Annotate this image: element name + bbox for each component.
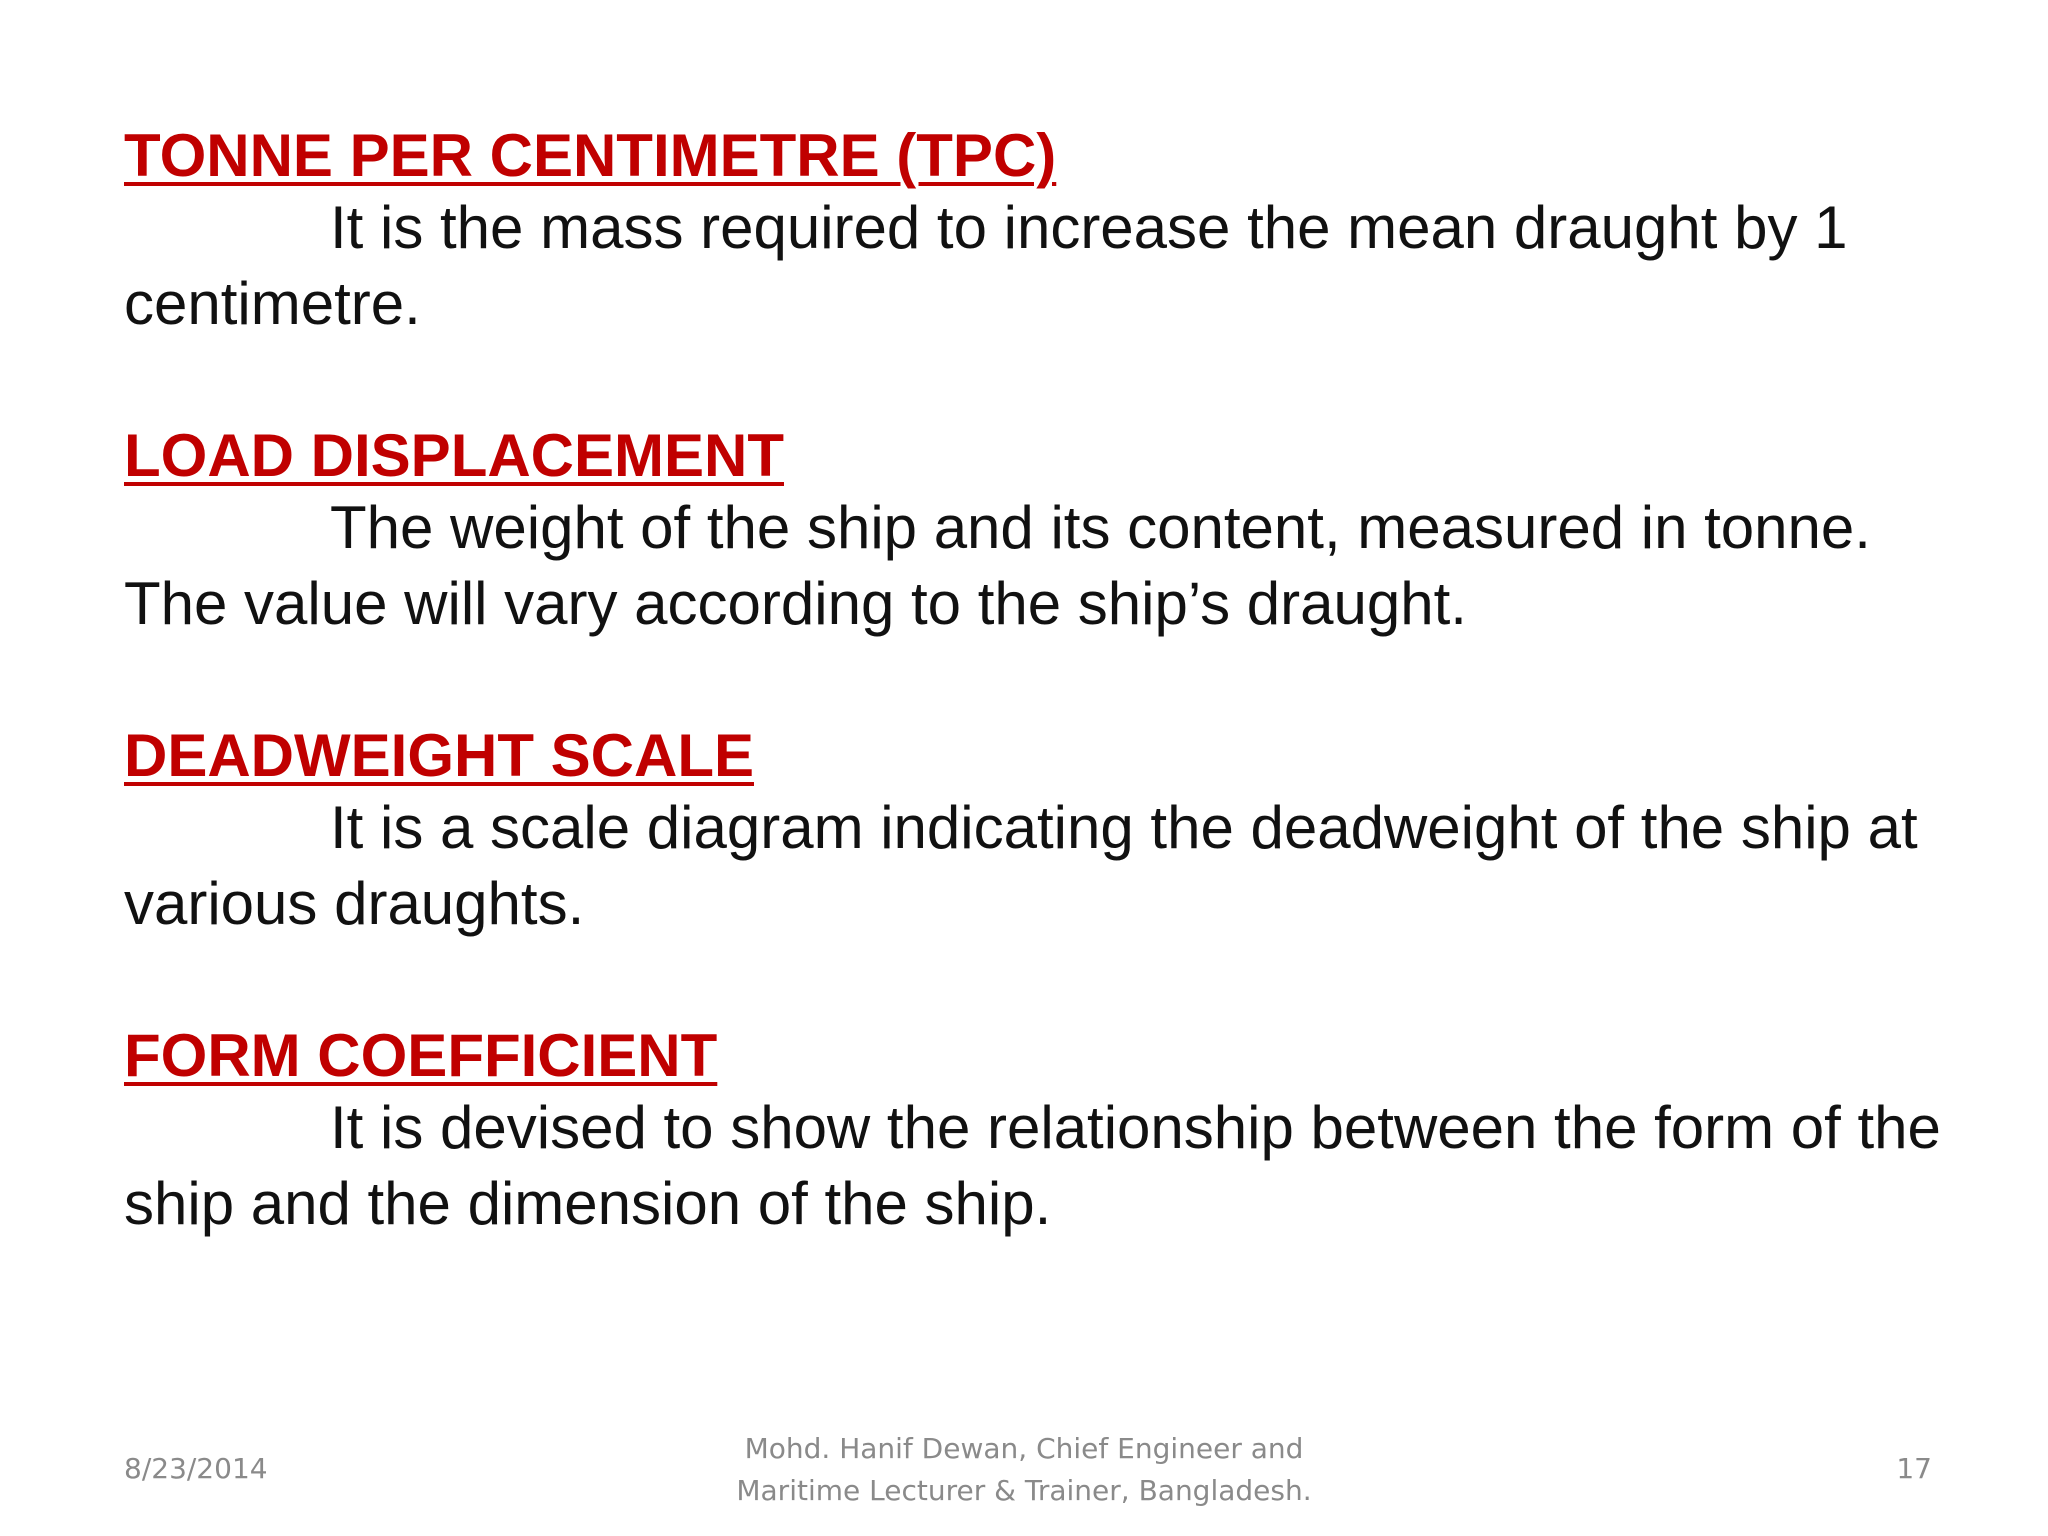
section-heading: FORM COEFFICIENT — [124, 1022, 718, 1089]
section-body: It is a scale diagram indicating the deadweight of the ship at various draughts. — [124, 794, 1918, 937]
section-form-coefficient — [124, 1022, 1944, 1242]
section-deadweight-scale — [124, 722, 1944, 942]
slide-content — [124, 122, 1944, 1322]
section-body: It is the mass required to increase the mean draught by 1 centimetre. — [124, 194, 1848, 337]
footer-author — [0, 1428, 2048, 1512]
section-heading: LOAD DISPLACEMENT — [124, 422, 784, 489]
section-tpc — [124, 122, 1944, 342]
footer-author-line-2: Maritime Lecturer & Trainer, Bangladesh. — [736, 1474, 1312, 1507]
section-heading: TONNE PER CENTIMETRE (TPC) — [124, 122, 1057, 189]
footer-author-line-1: Mohd. Hanif Dewan, Chief Engineer and — [744, 1432, 1304, 1465]
footer-page-number: 17 — [1896, 1452, 1932, 1485]
section-body: The weight of the ship and its content, measured in tonne. The value will vary according to the ship’s draught. — [124, 494, 1871, 637]
footer-date: 8/23/2014 — [124, 1452, 268, 1485]
section-load-displacement — [124, 422, 1944, 642]
section-body: It is devised to show the relationship between the form of the ship and the dimension of the ship. — [124, 1094, 1941, 1237]
section-heading: DEADWEIGHT SCALE — [124, 722, 754, 789]
